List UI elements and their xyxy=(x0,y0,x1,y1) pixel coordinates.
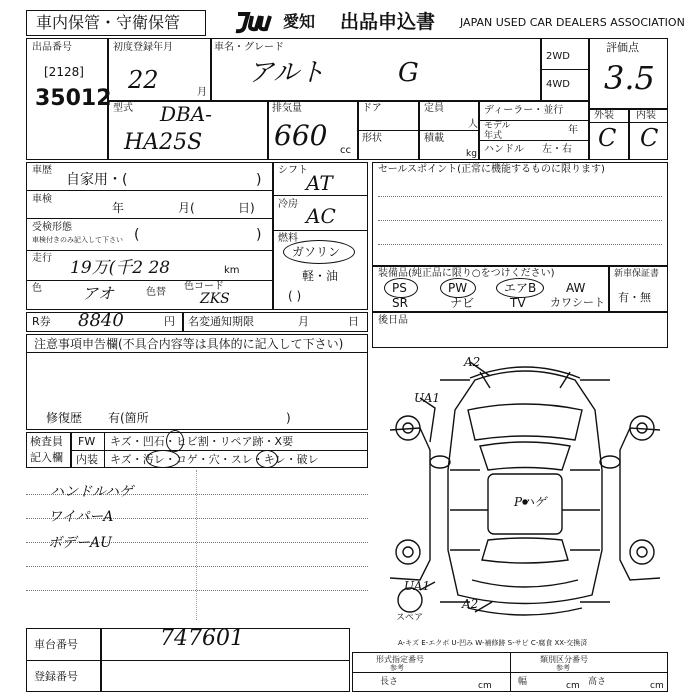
shift-label: シフト xyxy=(278,165,308,176)
exterior-label: 外装 xyxy=(594,110,614,121)
damage-mark-1: A2 xyxy=(464,355,481,369)
interior-label: 内装 xyxy=(636,110,656,121)
fuel-label: 燃料 xyxy=(278,233,298,244)
shape-label: 形状 xyxy=(362,133,382,144)
form-close: ) xyxy=(256,227,262,243)
equip-sr: SR xyxy=(392,296,408,310)
storage-type-label: 車内保管・守衛保管 xyxy=(36,13,181,32)
handwritten-note-3: ボデーAU xyxy=(48,535,112,551)
top-frame xyxy=(26,38,668,160)
name-change-month: 月 xyxy=(298,315,309,328)
interior-items: キズ・汚レ・コゲ・穴・スレ・キレ・破レ xyxy=(110,453,319,466)
equip-leather: カワシート xyxy=(550,296,605,309)
doors-label: ドア xyxy=(362,103,382,114)
color-label: 色 xyxy=(32,283,42,294)
drive-4wd: 4WD xyxy=(546,79,570,90)
inspection-day: 日) xyxy=(238,201,255,215)
interior-check-label: 内装 xyxy=(76,453,98,466)
equip-navi: ナビ xyxy=(450,296,475,310)
color-code-label: 色コード xyxy=(184,281,224,292)
sales-point-frame xyxy=(372,162,668,266)
usage-label: 車歴 xyxy=(32,165,52,176)
usage-close: ) xyxy=(256,172,262,188)
color-value: アオ xyxy=(82,284,114,303)
damage-mark-5: A2 xyxy=(462,597,479,611)
damage-mark-4: UA1 xyxy=(404,579,431,593)
rating-label: 評価点 xyxy=(606,41,639,54)
equipment-label: 装備品(純正品に限り○をつけください) xyxy=(378,268,555,279)
car-name-label: 車名・グレード xyxy=(214,42,284,53)
name-change-day: 日 xyxy=(348,315,359,328)
first-registration-label: 初度登録年月 xyxy=(113,42,173,53)
mileage-value: 19万(千2 28 xyxy=(70,258,171,278)
reference-label-1: 参考 xyxy=(390,664,404,672)
interior-check-circle-1 xyxy=(146,450,180,468)
handwritten-note-2: ワイパーA xyxy=(48,509,114,525)
damage-mark-3: Pハゲ xyxy=(514,495,547,509)
lot-number: 35012 xyxy=(35,86,112,111)
certified-label: 形式指定番号 xyxy=(376,655,424,664)
airbag-circle xyxy=(496,278,544,298)
registration-no-label: 登録番号 xyxy=(34,670,78,683)
form-open: ( xyxy=(134,227,140,243)
person-unit: 人 xyxy=(468,119,478,130)
first-registration-year: 22 xyxy=(128,66,159,94)
fuel-diesel: 軽・油 xyxy=(302,269,339,283)
name-change-label: 名変通知期限 xyxy=(188,315,254,328)
km-unit: km xyxy=(224,265,240,276)
fuel-gasoline: ガソリン xyxy=(292,245,341,259)
lot-label: 出品番号 xyxy=(32,42,72,53)
equip-pw: PW xyxy=(448,281,468,295)
inspection-label: 車検 xyxy=(32,194,52,205)
displacement: 660 xyxy=(274,119,328,152)
model-year-label: モデル 年式 xyxy=(484,121,511,141)
cc-unit: cc xyxy=(340,145,351,156)
height-label: 高さ xyxy=(588,677,607,687)
recycle-amount: 8840 xyxy=(78,310,124,331)
fw-items: キズ・凹石・ヒビ割・リペア跡・X要 xyxy=(110,435,294,448)
logo-text: 愛知 xyxy=(283,12,316,31)
lot-code: [2128] xyxy=(44,65,84,79)
form-title: 出品申込書 xyxy=(340,11,436,33)
form-label: 受検形態 xyxy=(32,222,72,233)
repair-value: 有(箇所 xyxy=(108,411,149,425)
interior-check-circle-2 xyxy=(256,450,278,468)
height-unit: cm xyxy=(650,681,664,691)
warranty-label: 新車保証書 xyxy=(614,269,660,279)
equip-aw: AW xyxy=(566,281,586,295)
length-label: 長さ xyxy=(380,677,399,687)
model-label: 型式 xyxy=(113,103,133,114)
notes-label: 注意事項申告欄(不具合内容等は具体的に記入して下さい) xyxy=(34,337,344,351)
equip-airbag: エアB xyxy=(504,281,537,295)
fw-check-circle xyxy=(166,430,184,452)
interior-grade: C xyxy=(640,124,659,152)
ps-circle xyxy=(384,278,418,298)
color-change-label: 色替 xyxy=(146,287,166,298)
sales-point-label: セールスポイント(正常に機能するものに限ります) xyxy=(378,164,605,175)
fuel-other: ( ) xyxy=(288,289,302,303)
model-code-2: HA25S xyxy=(124,130,203,155)
equip-tv: TV xyxy=(510,296,526,310)
equip-ps: PS xyxy=(392,281,407,295)
width-unit: cm xyxy=(566,681,580,691)
after-date-frame xyxy=(372,312,668,348)
month-unit: 月 xyxy=(197,87,207,98)
shift-value: AT xyxy=(306,171,333,195)
damage-legend: A-キズ E-エクボ U-凹み W-補修跡 S-サビ C-腐食 XX-交換済 xyxy=(398,639,588,647)
fw-label: FW xyxy=(78,435,96,448)
load-label: 積載 xyxy=(424,133,444,144)
length-unit: cm xyxy=(478,681,492,691)
usage-value: 自家用・( xyxy=(66,172,128,188)
width-label: 幅 xyxy=(518,677,528,687)
inspection-month: 月( xyxy=(178,201,195,215)
repair-close: ) xyxy=(286,411,291,425)
car-grade: G xyxy=(398,58,419,88)
damage-mark-2: UA1 xyxy=(414,391,441,405)
inspection-year: 年 xyxy=(112,201,125,215)
ac-label: 冷房 xyxy=(278,199,298,210)
category-label: 類別区分番号 xyxy=(540,655,588,664)
ju-logo xyxy=(232,10,282,34)
association-name: JAPAN USED CAR DEALERS ASSOCIATION xyxy=(460,16,685,29)
exterior-grade: C xyxy=(598,124,617,152)
car-name: アルト xyxy=(248,58,325,88)
after-date-label: 後日品 xyxy=(378,315,408,326)
repair-label: 修復歴 xyxy=(46,411,83,425)
ac-value: AC xyxy=(306,204,336,228)
recycle-yen: 円 xyxy=(164,315,175,328)
reference-label-2: 参考 xyxy=(556,664,570,672)
handle-value: 左・右 xyxy=(542,144,572,155)
chassis-value: 747601 xyxy=(160,626,244,651)
color-code: ZKS xyxy=(200,291,230,307)
year-unit: 年 xyxy=(568,125,578,136)
form-note: 車検付きのみ記入して下さい xyxy=(32,236,123,244)
pw-circle xyxy=(440,278,476,298)
chassis-label: 車台番号 xyxy=(34,638,78,651)
model-code-1: DBA- xyxy=(160,102,212,126)
kg-unit: kg xyxy=(466,149,477,159)
ju-logo-icon xyxy=(232,10,282,34)
inspector-label-2: 記入欄 xyxy=(30,451,63,464)
displacement-label: 排気量 xyxy=(272,103,302,114)
dealer-label: ディーラー・並行 xyxy=(484,105,564,116)
handle-label: ハンドル xyxy=(484,144,524,155)
spare-label: スペア xyxy=(396,613,424,623)
warranty-value: 有・無 xyxy=(618,291,651,304)
capacity-label: 定員 xyxy=(424,103,444,114)
rating-score: 3.5 xyxy=(604,59,655,97)
drive-2wd: 2WD xyxy=(546,51,570,62)
mileage-label: 走行 xyxy=(32,253,52,264)
recycle-label: R券 xyxy=(32,315,51,328)
inspector-label-1: 検査員 xyxy=(30,435,63,448)
handwritten-note-1: ハンドルハゲ xyxy=(50,484,134,500)
